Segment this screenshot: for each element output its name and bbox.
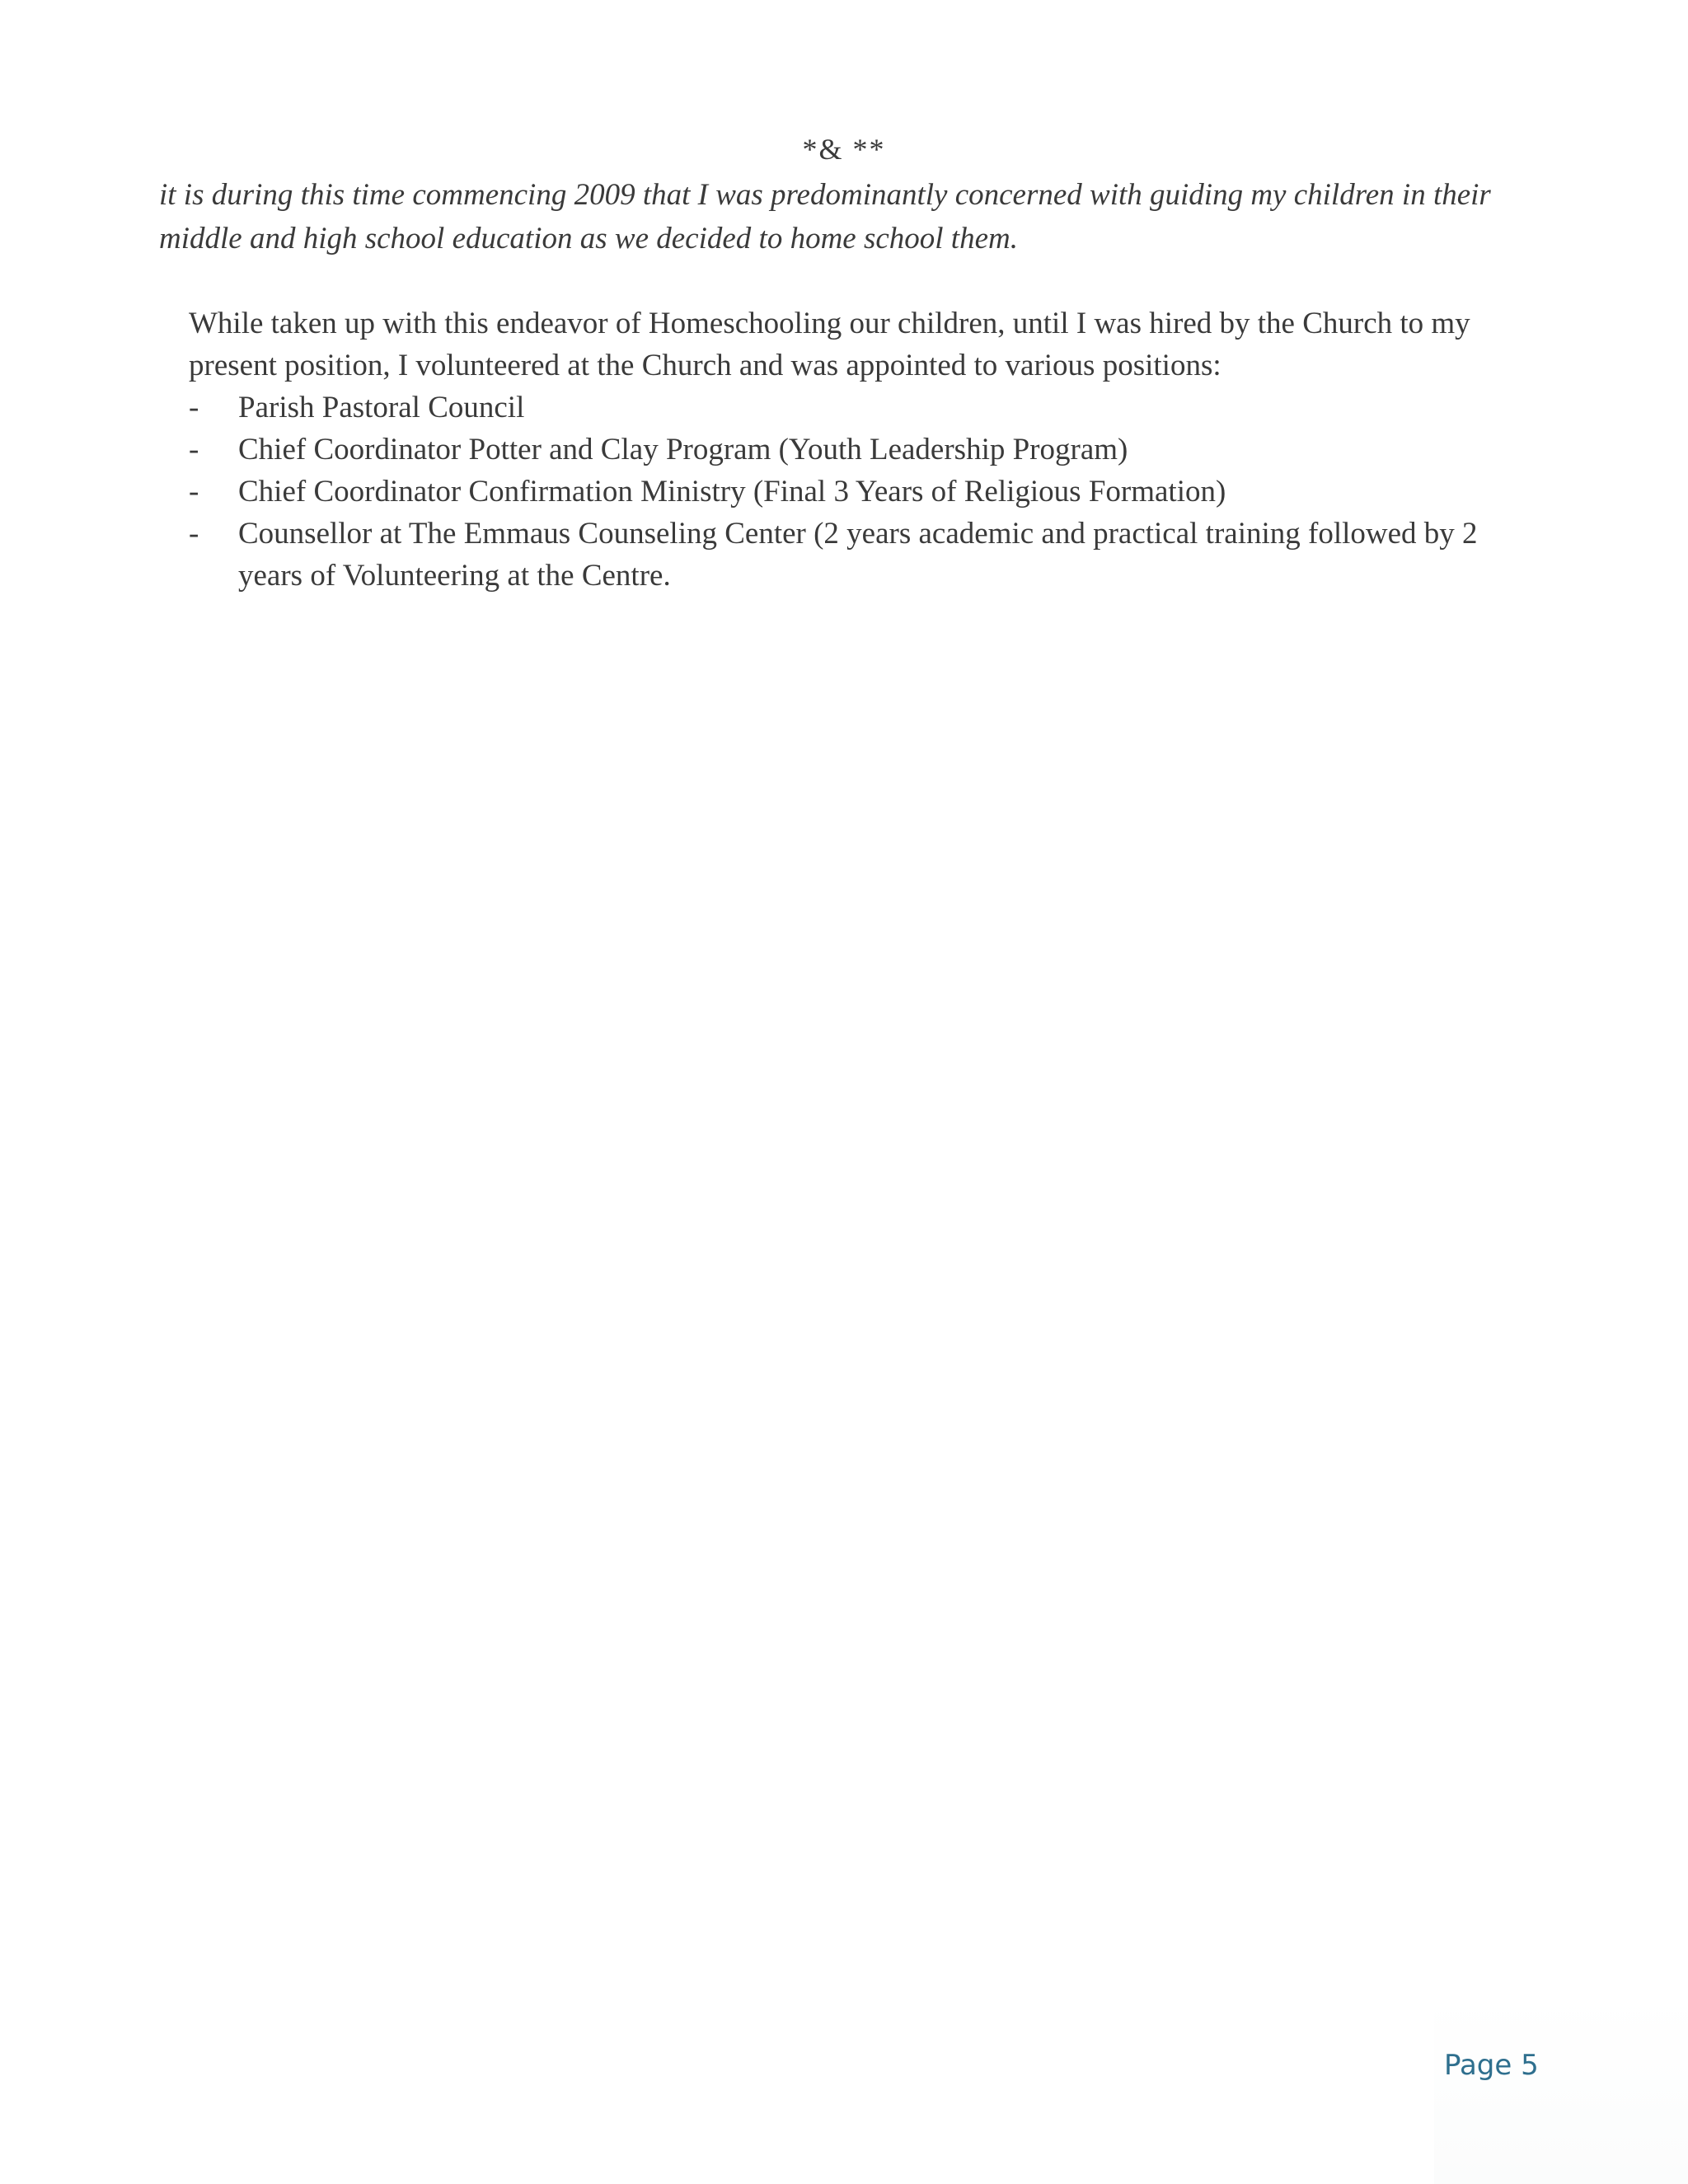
footer-shade (1434, 1994, 1688, 2184)
list-dash: - (189, 475, 199, 509)
list-item (189, 513, 1524, 597)
list-item-text: Counsellor at The Emmaus Counseling Center (2 years academic and practical training followed by 2 (238, 517, 1478, 551)
paragraph-line: While taken up with this endeavor of Homeschooling our children, until I was hired by the Church to my (189, 307, 1470, 340)
intro-paragraph (159, 173, 1511, 260)
list-item (189, 387, 1524, 429)
intro-line: middle and high school education as we decided to home school them. (159, 222, 1018, 255)
list-item-text: years of Volunteering at the Centre. (238, 559, 671, 593)
intro-line: it is during this time commencing 2009 that I was predominantly concerned with guiding my children in their (159, 178, 1491, 212)
section-mark: *& ** (802, 133, 886, 166)
list-item-text: Chief Coordinator Confirmation Ministry (Final 3 Years of Religious Formation) (238, 475, 1226, 509)
list-dash: - (189, 391, 199, 424)
list-dash: - (189, 433, 199, 466)
list-item (189, 429, 1524, 471)
list-item-text: Parish Pastoral Council (238, 391, 525, 424)
volunteer-paragraph (189, 302, 1524, 387)
page-number: Page 5 (1444, 2049, 1539, 2082)
paragraph-line: present position, I volunteered at the Church and was appointed to various positions: (189, 349, 1221, 382)
list-dash: - (189, 517, 199, 551)
list-item-text: Chief Coordinator Potter and Clay Program (Youth Leadership Program) (238, 433, 1128, 466)
positions-list (189, 387, 1524, 597)
list-item (189, 471, 1524, 513)
